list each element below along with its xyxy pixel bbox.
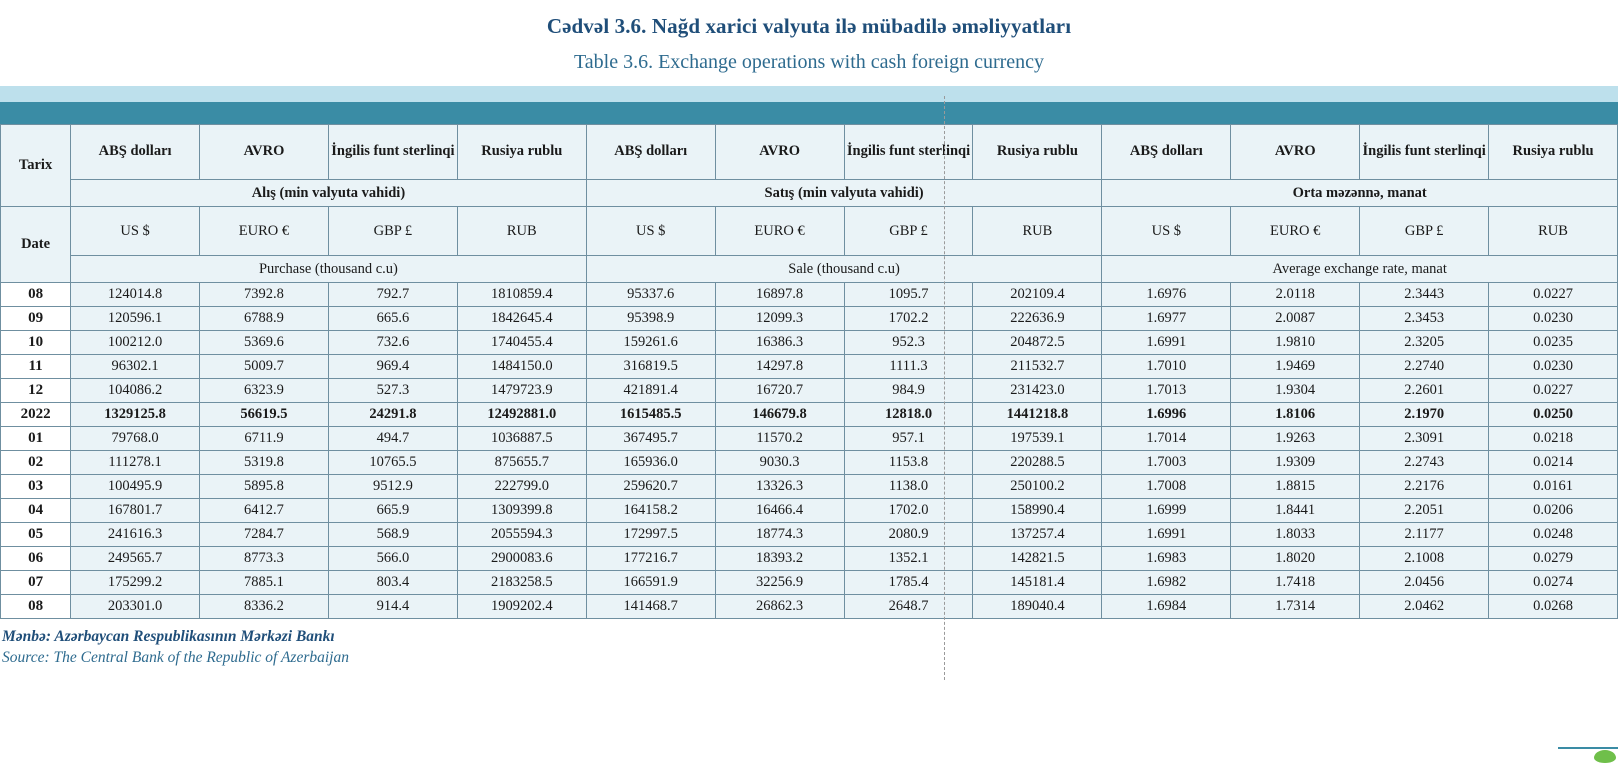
table-cell: 120596.1 — [71, 307, 200, 331]
table-cell: 2.0087 — [1231, 307, 1360, 331]
table-row — [1, 331, 1618, 355]
table-cell: 1.9469 — [1231, 355, 1360, 379]
table-row — [1, 523, 1618, 547]
table-cell: 1153.8 — [844, 451, 973, 475]
col-header-eur-az: AVRO — [200, 125, 329, 180]
table-cell: 1810859.4 — [457, 283, 586, 307]
col-header-gbp-az: İngilis funt sterlinqi — [328, 125, 457, 180]
table-cell: 2.1008 — [1360, 547, 1489, 571]
table-cell: 2.3091 — [1360, 427, 1489, 451]
table-cell: 1.7418 — [1231, 571, 1360, 595]
table-cell: 172997.5 — [586, 523, 715, 547]
table-cell: 952.3 — [844, 331, 973, 355]
table-cell: 137257.4 — [973, 523, 1102, 547]
table-cell: 14297.8 — [715, 355, 844, 379]
table-cell: 1702.0 — [844, 499, 973, 523]
table-cell: 5319.8 — [200, 451, 329, 475]
top-band-light — [0, 86, 1618, 102]
table-cell: 568.9 — [328, 523, 457, 547]
exchange-operations-table — [0, 124, 1618, 619]
table-cell: 146679.8 — [715, 403, 844, 427]
page-fold-divider — [944, 96, 945, 680]
table-cell: 16386.3 — [715, 331, 844, 355]
table-cell: 250100.2 — [973, 475, 1102, 499]
table-row — [1, 571, 1618, 595]
table-cell: 12818.0 — [844, 403, 973, 427]
table-row — [1, 307, 1618, 331]
table-cell: 167801.7 — [71, 499, 200, 523]
table-cell: 1352.1 — [844, 547, 973, 571]
table-cell: 1.9810 — [1231, 331, 1360, 355]
table-cell: 2.3453 — [1360, 307, 1489, 331]
table-cell: 1.7314 — [1231, 595, 1360, 619]
col-header-usd-en-2: US $ — [586, 207, 715, 256]
table-cell: 0.0227 — [1489, 283, 1618, 307]
table-cell: 2.2740 — [1360, 355, 1489, 379]
table-cell: 732.6 — [328, 331, 457, 355]
table-cell: 1111.3 — [844, 355, 973, 379]
table-cell: 1309399.8 — [457, 499, 586, 523]
table-cell: 1842645.4 — [457, 307, 586, 331]
row-period-label: 04 — [1, 499, 71, 523]
col-header-usd-az: ABŞ dolları — [71, 125, 200, 180]
table-cell: 2.2743 — [1360, 451, 1489, 475]
row-period-label: 10 — [1, 331, 71, 355]
table-cell: 220288.5 — [973, 451, 1102, 475]
table-cell: 1036887.5 — [457, 427, 586, 451]
table-row — [1, 595, 1618, 619]
table-cell: 164158.2 — [586, 499, 715, 523]
table-cell: 8336.2 — [200, 595, 329, 619]
col-header-eur-en-3: EURO € — [1231, 207, 1360, 256]
table-cell: 2.1970 — [1360, 403, 1489, 427]
col-header-rub-en: RUB — [457, 207, 586, 256]
col-header-gbp-en: GBP £ — [328, 207, 457, 256]
group-band-purchase-en: Purchase (thousand c.u) — [71, 256, 587, 283]
group-band-purchase-az: Alış (min valyuta vahidi) — [71, 180, 587, 207]
table-cell: 0.0235 — [1489, 331, 1618, 355]
row-period-label: 01 — [1, 427, 71, 451]
table-cell: 1329125.8 — [71, 403, 200, 427]
table-cell: 665.9 — [328, 499, 457, 523]
table-cell: 211532.7 — [973, 355, 1102, 379]
table-cell: 2055594.3 — [457, 523, 586, 547]
table-cell: 0.0206 — [1489, 499, 1618, 523]
table-row — [1, 355, 1618, 379]
table-cell: 9512.9 — [328, 475, 457, 499]
table-cell: 222636.9 — [973, 307, 1102, 331]
table-cell: 1909202.4 — [457, 595, 586, 619]
col-header-usd-az-3: ABŞ dolları — [1102, 125, 1231, 180]
table-cell: 0.0274 — [1489, 571, 1618, 595]
table-cell: 969.4 — [328, 355, 457, 379]
header-row-en-currencies — [1, 207, 1618, 256]
table-cell: 222799.0 — [457, 475, 586, 499]
table-cell: 1.6977 — [1102, 307, 1231, 331]
group-band-rate-en: Average exchange rate, manat — [1102, 256, 1618, 283]
table-cell: 56619.5 — [200, 403, 329, 427]
table-cell: 1.7013 — [1102, 379, 1231, 403]
table-cell: 1.9304 — [1231, 379, 1360, 403]
col-header-rub-az-3: Rusiya rublu — [1489, 125, 1618, 180]
col-header-eur-az-2: AVRO — [715, 125, 844, 180]
table-cell: 2900083.6 — [457, 547, 586, 571]
row-period-label: 08 — [1, 595, 71, 619]
footer-rule — [1558, 747, 1618, 749]
table-cell: 1.8106 — [1231, 403, 1360, 427]
group-band-row-en — [1, 256, 1618, 283]
table-cell: 197539.1 — [973, 427, 1102, 451]
table-cell: 1615485.5 — [586, 403, 715, 427]
row-period-label: 02 — [1, 451, 71, 475]
table-cell: 1.6982 — [1102, 571, 1231, 595]
page-title-en: Table 3.6. Exchange operations with cash foreign currency — [573, 51, 1045, 73]
table-cell: 249565.7 — [71, 547, 200, 571]
table-cell: 527.3 — [328, 379, 457, 403]
table-cell: 5895.8 — [200, 475, 329, 499]
table-cell: 32256.9 — [715, 571, 844, 595]
table-cell: 1441218.8 — [973, 403, 1102, 427]
table-row — [1, 379, 1618, 403]
table-cell: 1138.0 — [844, 475, 973, 499]
table-cell: 6711.9 — [200, 427, 329, 451]
table-cell: 2183258.5 — [457, 571, 586, 595]
table-cell: 1.7014 — [1102, 427, 1231, 451]
table-cell: 2.3443 — [1360, 283, 1489, 307]
source-note-az: Mənbə: Azərbaycan Respublikasının Mərkəzi Bankı — [2, 628, 335, 645]
table-cell: 0.0214 — [1489, 451, 1618, 475]
table-row — [1, 427, 1618, 451]
table-cell: 0.0279 — [1489, 547, 1618, 571]
table-cell: 803.4 — [328, 571, 457, 595]
table-cell: 111278.1 — [71, 451, 200, 475]
group-band-rate-az: Orta məzənnə, manat — [1102, 180, 1618, 207]
table-cell: 316819.5 — [586, 355, 715, 379]
table-cell: 367495.7 — [586, 427, 715, 451]
table-cell: 11570.2 — [715, 427, 844, 451]
table-cell: 1.6976 — [1102, 283, 1231, 307]
table-cell: 914.4 — [328, 595, 457, 619]
footer-logo-mark — [1558, 737, 1618, 763]
row-period-label: 12 — [1, 379, 71, 403]
table-cell: 1785.4 — [844, 571, 973, 595]
table-cell: 259620.7 — [586, 475, 715, 499]
table-cell: 984.9 — [844, 379, 973, 403]
table-cell: 202109.4 — [973, 283, 1102, 307]
table-cell: 95398.9 — [586, 307, 715, 331]
col-header-usd-en-3: US $ — [1102, 207, 1231, 256]
table-cell: 13326.3 — [715, 475, 844, 499]
table-cell: 566.0 — [328, 547, 457, 571]
table-cell: 1.6991 — [1102, 523, 1231, 547]
table-cell: 2080.9 — [844, 523, 973, 547]
col-header-usd-en: US $ — [71, 207, 200, 256]
page-title-az: Cədvəl 3.6. Nağd xarici valyuta ilə mübadilə əməliyyatları — [546, 14, 1072, 38]
group-band-sale-en: Sale (thousand c.u) — [586, 256, 1102, 283]
table-cell: 2.0118 — [1231, 283, 1360, 307]
table-cell: 1.7008 — [1102, 475, 1231, 499]
leaf-icon — [1594, 750, 1616, 763]
table-cell: 2.3205 — [1360, 331, 1489, 355]
table-cell: 142821.5 — [973, 547, 1102, 571]
table-cell: 957.1 — [844, 427, 973, 451]
table-cell: 2.2601 — [1360, 379, 1489, 403]
row-period-label: 05 — [1, 523, 71, 547]
table-cell: 1.7010 — [1102, 355, 1231, 379]
table-cell: 0.0161 — [1489, 475, 1618, 499]
table-cell: 2.2176 — [1360, 475, 1489, 499]
row-period-label: 08 — [1, 283, 71, 307]
table-cell: 18774.3 — [715, 523, 844, 547]
table-cell: 1.6984 — [1102, 595, 1231, 619]
date-header-en: Date — [1, 207, 71, 283]
row-period-label: 2022 — [1, 403, 71, 427]
table-cell: 158990.4 — [973, 499, 1102, 523]
table-row — [1, 475, 1618, 499]
source-note-en: Source: The Central Bank of the Republic of Azerbaijan — [2, 648, 349, 666]
table-cell: 1.8441 — [1231, 499, 1360, 523]
table-cell: 7885.1 — [200, 571, 329, 595]
table-cell: 1.8815 — [1231, 475, 1360, 499]
col-header-rub-en-2: RUB — [973, 207, 1102, 256]
table-body — [1, 283, 1618, 619]
table-cell: 792.7 — [328, 283, 457, 307]
col-header-gbp-az-2: İngilis funt sterlinqi — [844, 125, 973, 180]
table-row — [1, 451, 1618, 475]
table-cell: 8773.3 — [200, 547, 329, 571]
col-header-eur-en: EURO € — [200, 207, 329, 256]
col-header-rub-az-2: Rusiya rublu — [973, 125, 1102, 180]
row-period-label: 11 — [1, 355, 71, 379]
table-cell: 0.0250 — [1489, 403, 1618, 427]
top-band-dark — [0, 102, 1618, 124]
table-cell: 0.0268 — [1489, 595, 1618, 619]
table-cell: 9030.3 — [715, 451, 844, 475]
table-cell: 1.8020 — [1231, 547, 1360, 571]
table-cell: 12099.3 — [715, 307, 844, 331]
col-header-gbp-az-3: İngilis funt sterlinqi — [1360, 125, 1489, 180]
table-cell: 24291.8 — [328, 403, 457, 427]
col-header-gbp-en-3: GBP £ — [1360, 207, 1489, 256]
col-header-eur-en-2: EURO € — [715, 207, 844, 256]
table-cell: 5369.6 — [200, 331, 329, 355]
table-cell: 1.7003 — [1102, 451, 1231, 475]
table-cell: 18393.2 — [715, 547, 844, 571]
row-period-label: 09 — [1, 307, 71, 331]
table-cell: 1.6996 — [1102, 403, 1231, 427]
table-cell: 1479723.9 — [457, 379, 586, 403]
table-cell: 104086.2 — [71, 379, 200, 403]
table-cell: 166591.9 — [586, 571, 715, 595]
table-cell: 2.2051 — [1360, 499, 1489, 523]
table-cell: 16466.4 — [715, 499, 844, 523]
row-period-label: 06 — [1, 547, 71, 571]
table-cell: 231423.0 — [973, 379, 1102, 403]
table-cell: 0.0230 — [1489, 355, 1618, 379]
table-cell: 1095.7 — [844, 283, 973, 307]
row-period-label: 07 — [1, 571, 71, 595]
table-cell: 189040.4 — [973, 595, 1102, 619]
table-cell: 421891.4 — [586, 379, 715, 403]
table-cell: 10765.5 — [328, 451, 457, 475]
table-cell: 1.6991 — [1102, 331, 1231, 355]
table-cell: 1484150.0 — [457, 355, 586, 379]
table-cell: 6323.9 — [200, 379, 329, 403]
table-cell: 1702.2 — [844, 307, 973, 331]
table-cell: 7284.7 — [200, 523, 329, 547]
table-cell: 165936.0 — [586, 451, 715, 475]
table-cell: 0.0218 — [1489, 427, 1618, 451]
table-cell: 2.1177 — [1360, 523, 1489, 547]
table-cell: 12492881.0 — [457, 403, 586, 427]
header-row-az-currencies — [1, 125, 1618, 180]
table-cell: 1.9309 — [1231, 451, 1360, 475]
table-row — [1, 547, 1618, 571]
col-header-rub-en-3: RUB — [1489, 207, 1618, 256]
table-cell: 1.8033 — [1231, 523, 1360, 547]
table-cell: 124014.8 — [71, 283, 200, 307]
table-cell: 204872.5 — [973, 331, 1102, 355]
table-row — [1, 283, 1618, 307]
table-cell: 875655.7 — [457, 451, 586, 475]
table-cell: 1.6983 — [1102, 547, 1231, 571]
col-header-usd-az-2: ABŞ dolları — [586, 125, 715, 180]
table-cell: 100495.9 — [71, 475, 200, 499]
table-cell: 6788.9 — [200, 307, 329, 331]
table-cell: 6412.7 — [200, 499, 329, 523]
table-cell: 16897.8 — [715, 283, 844, 307]
date-header-az: Tarix — [1, 125, 71, 207]
table-cell: 0.0227 — [1489, 379, 1618, 403]
col-header-eur-az-3: AVRO — [1231, 125, 1360, 180]
table-cell: 177216.7 — [586, 547, 715, 571]
table-cell: 16720.7 — [715, 379, 844, 403]
table-cell: 5009.7 — [200, 355, 329, 379]
table-cell: 26862.3 — [715, 595, 844, 619]
table-cell: 1740455.4 — [457, 331, 586, 355]
table-cell: 2648.7 — [844, 595, 973, 619]
table-cell: 141468.7 — [586, 595, 715, 619]
table-cell: 2.0456 — [1360, 571, 1489, 595]
table-cell: 79768.0 — [71, 427, 200, 451]
table-cell: 1.6999 — [1102, 499, 1231, 523]
table-cell: 0.0230 — [1489, 307, 1618, 331]
col-header-gbp-en-2: GBP £ — [844, 207, 973, 256]
table-cell: 100212.0 — [71, 331, 200, 355]
col-header-rub-az: Rusiya rublu — [457, 125, 586, 180]
group-band-sale-az: Satış (min valyuta vahidi) — [586, 180, 1102, 207]
table-row — [1, 403, 1618, 427]
table-cell: 95337.6 — [586, 283, 715, 307]
table-cell: 2.0462 — [1360, 595, 1489, 619]
table-cell: 145181.4 — [973, 571, 1102, 595]
table-row — [1, 499, 1618, 523]
table-cell: 241616.3 — [71, 523, 200, 547]
table-cell: 96302.1 — [71, 355, 200, 379]
table-cell: 0.0248 — [1489, 523, 1618, 547]
table-cell: 203301.0 — [71, 595, 200, 619]
source-note — [0, 619, 1618, 669]
table-cell: 159261.6 — [586, 331, 715, 355]
table-cell: 1.9263 — [1231, 427, 1360, 451]
table-cell: 494.7 — [328, 427, 457, 451]
table-cell: 7392.8 — [200, 283, 329, 307]
table-cell: 175299.2 — [71, 571, 200, 595]
row-period-label: 03 — [1, 475, 71, 499]
group-band-row-az — [1, 180, 1618, 207]
table-cell: 665.6 — [328, 307, 457, 331]
